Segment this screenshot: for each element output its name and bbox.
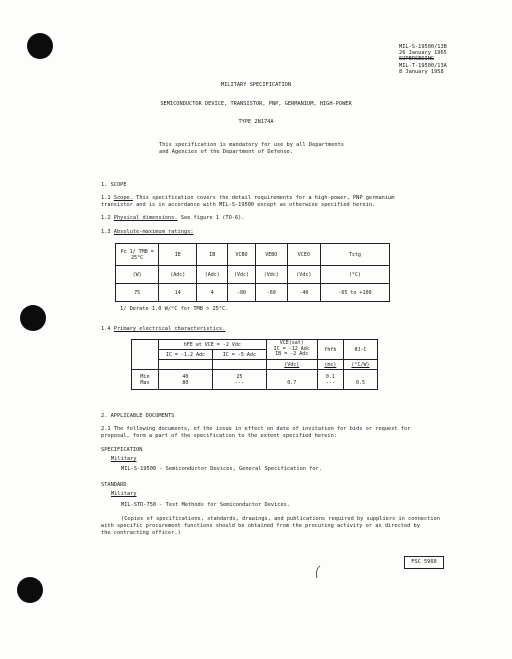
specification-military-label: Military	[111, 456, 137, 462]
para-1-1-label: Scope.	[113, 195, 133, 201]
para-2-1-line-1: 2.1 The following documents, of the issue in effect on date of invitation for bids or request for	[101, 426, 411, 432]
para-1-3	[101, 229, 194, 236]
electrical-table	[131, 339, 378, 390]
elec-unit-theta: (°C/W)	[343, 360, 377, 370]
elec-cell: ---	[325, 379, 335, 386]
section-1-heading: 1. SCOPE	[101, 182, 127, 188]
specification-item: MIL-S-19500 - Semiconductor Devices, General Specification for.	[121, 466, 322, 472]
para-1-1-number: 1.1	[101, 195, 111, 201]
copies-note-line-3: the contracting officer.)	[101, 530, 181, 536]
ratings-value: 75	[116, 284, 159, 302]
ratings-header-ie: IE	[159, 244, 197, 266]
elec-cell: 80	[182, 379, 189, 386]
elec-cell: 0.7	[287, 379, 297, 386]
ratings-value: 4	[197, 284, 228, 302]
para-1-2-text: See figure 1 (TO-6).	[180, 215, 245, 221]
para-2-1-line-2: proposal, form a part of the specification to the extent specified herein:	[101, 433, 337, 439]
elec-vce-cond-1: IC = -12 Adc	[273, 345, 310, 352]
derate-note: 1/ Derate 1.0 W/°C for TMB > 25°C.	[120, 306, 229, 312]
doc-type-line: TYPE 2N174A	[238, 119, 274, 125]
ratings-unit: (W)	[116, 266, 159, 284]
punch-hole-middle	[20, 305, 46, 331]
punch-hole-bottom	[17, 577, 43, 603]
ratings-value: -60	[255, 284, 287, 302]
doc-number-current: MIL-S-19500/13B	[399, 44, 447, 50]
elec-vce-values	[266, 370, 317, 390]
elec-cell: 40	[182, 373, 189, 380]
ratings-header-vebo: VEBO	[255, 244, 287, 266]
mandatory-line-2: and Agencies of the Department of Defense.	[159, 149, 293, 155]
elec-row-labels	[132, 370, 159, 390]
mandatory-line-1: This specification is mandatory for use by all Departments	[159, 142, 344, 148]
elec-hfe-cond-1: IC = -1.2 Adc	[158, 350, 212, 360]
standard-label: STANDARD	[101, 482, 127, 488]
para-1-1	[101, 195, 394, 202]
elec-header-hfe: hFE at VCE = -2 Vdc	[158, 340, 266, 350]
para-1-1-line-2: transistor and is in accordance with MIL-S-19500 except as otherwise specified herein.	[101, 202, 376, 208]
ratings-unit: (Vdc)	[287, 266, 320, 284]
elec-vce-cond-2: IB = -2 Adc	[275, 351, 309, 358]
elec-row-label: Max	[140, 379, 150, 386]
elec-cell: 25	[236, 373, 243, 380]
elec-header-vce	[266, 340, 317, 360]
ratings-header-tstg: Tstg	[320, 244, 389, 266]
ratings-table	[115, 243, 390, 302]
doc-number-old: MIL-T-19500/13A	[399, 62, 447, 69]
specification-label: SPECIFICATION	[101, 447, 143, 453]
elec-unit-vce: (Vdc)	[266, 360, 317, 370]
elec-unit-blank	[212, 360, 266, 370]
elec-hfe1-values	[158, 370, 212, 390]
doc-title: MILITARY SPECIFICATION	[220, 82, 292, 88]
elec-hfe2-values	[212, 370, 266, 390]
ratings-header-pc: Pc 1/ TMB = 25°C	[116, 244, 159, 266]
ratings-header-vceo: VCEO	[287, 244, 320, 266]
elec-row-label: Min	[140, 373, 150, 380]
ratings-unit: (Vdc)	[255, 266, 287, 284]
para-1-3-number: 1.3	[101, 229, 111, 235]
elec-unit-blank	[158, 360, 212, 370]
para-1-4-number: 1.4	[101, 326, 111, 332]
section-2-heading: 2. APPLICABLE DOCUMENTS	[101, 413, 175, 419]
ratings-value: -65 to +100	[320, 284, 389, 302]
copies-note-line-2: with specific procurement functions should be obtained from the procuring activity or as directed by	[101, 523, 420, 529]
elec-vce-label: VCE(sat)	[279, 340, 304, 347]
fsc-code: FSC 5960	[411, 559, 437, 565]
doc-date-current: 26 January 1965	[399, 50, 447, 57]
copies-note-line-1: (Copies of specifications, standards, drawings, and publications required by suppliers in connection	[121, 516, 440, 522]
elec-header-fhfb: fhfb	[317, 340, 343, 360]
ratings-value: -40	[287, 284, 320, 302]
elec-theta-values	[343, 370, 377, 390]
ratings-header-vcbo: VCBO	[228, 244, 255, 266]
ratings-unit: (Vdc)	[228, 266, 255, 284]
elec-cell: ---	[234, 379, 244, 386]
ratings-unit: (Adc)	[159, 266, 197, 284]
ratings-unit: (°C)	[320, 266, 389, 284]
superseding-label: SUPERSEDING	[399, 56, 435, 63]
punch-hole-top	[27, 33, 53, 59]
stray-pen-mark	[314, 565, 322, 579]
para-1-4-label: Primary electrical characteristics.	[113, 326, 226, 332]
doc-subtitle: SEMICONDUCTOR DEVICE, TRANSISTOR, PNP, GERMANIUM, HIGH-POWER	[160, 101, 352, 107]
para-1-4	[101, 326, 225, 333]
para-1-1-text: This specification covers the detail requirements for a high-power, PNP germanium	[136, 195, 395, 201]
ratings-header-ib: IB	[197, 244, 228, 266]
elec-corner	[132, 340, 159, 370]
ratings-value: -80	[228, 284, 255, 302]
para-1-2-number: 1.2	[101, 215, 111, 221]
elec-fhfb-values	[317, 370, 343, 390]
elec-hfe-cond-2: IC = -5 Adc	[212, 350, 266, 360]
doc-date-old: 8 January 1958	[399, 68, 444, 75]
ratings-unit: (Adc)	[197, 266, 228, 284]
elec-header-theta: θJ-C	[343, 340, 377, 360]
para-1-2-label: Physical dimensions.	[113, 215, 178, 221]
elec-cell: 0.5	[355, 379, 365, 386]
fsc-box	[404, 556, 444, 569]
ratings-value: 14	[159, 284, 197, 302]
doc-number-block	[399, 44, 447, 75]
para-1-3-label: Absolute-maximum ratings:	[113, 229, 194, 235]
standard-item: MIL-STD-750 - Test Methods for Semiconductor Devices.	[121, 502, 291, 508]
elec-unit-fhfb: (mc)	[317, 360, 343, 370]
para-1-2	[101, 215, 245, 222]
standard-military-label: Military	[111, 491, 137, 497]
elec-cell: 0.1	[325, 373, 335, 380]
